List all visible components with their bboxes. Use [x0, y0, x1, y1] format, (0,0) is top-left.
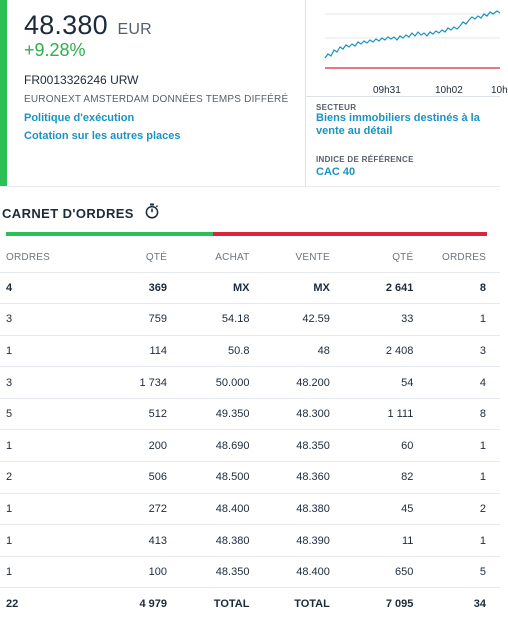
col-header-buy-qty: QTÉ — [62, 244, 167, 272]
cell-buy-price: MX — [167, 272, 249, 304]
reference-index-label: INDICE DE RÉFÉRENCE — [316, 155, 414, 164]
cell-buy-qty: 369 — [62, 272, 167, 304]
cell-sell-qty: 1 111 — [330, 398, 414, 430]
cell-buy-price: 50.000 — [167, 367, 249, 399]
cell-sell-price: 48.360 — [249, 462, 329, 494]
cell-sell-price: 48.350 — [249, 430, 329, 462]
cell-buy-qty: 200 — [62, 430, 167, 462]
chart-tick-label: 10h02 — [435, 85, 463, 96]
sector-label: SECTEUR — [316, 103, 357, 112]
chart-tick-label: 10h — [491, 85, 508, 96]
panel-divider — [305, 0, 306, 186]
price-line — [325, 11, 500, 58]
table-row — [0, 430, 500, 462]
col-header-buy-orders: ORDRES — [0, 244, 62, 272]
chart-tick-label: 09h31 — [373, 85, 401, 96]
isin-code: FR0013326246 URW — [24, 73, 139, 87]
cell-buy-price: 50.8 — [167, 335, 249, 367]
table-row — [0, 462, 500, 494]
cell-buy-price: 48.690 — [167, 430, 249, 462]
market-info: EURONEXT AMSTERDAM DONNÉES TEMPS DIFFÉRÉ — [24, 94, 289, 105]
cell-sell-price: 48.380 — [249, 493, 329, 525]
col-header-sell-orders: ORDRES — [413, 244, 500, 272]
price-currency: EUR — [117, 21, 152, 38]
cell-sell-price: MX — [249, 272, 329, 304]
order-book-table — [0, 244, 500, 620]
totals-row — [0, 588, 500, 620]
cell-buy-price: 48.380 — [167, 525, 249, 557]
table-row — [0, 398, 500, 430]
cell-sell-qty: 54 — [330, 367, 414, 399]
table-row — [0, 367, 500, 399]
price-change: +9.28% — [24, 40, 86, 60]
quote-panel — [0, 0, 508, 186]
cell-buy-orders: 1 — [0, 335, 62, 367]
total-buy-label: TOTAL — [167, 588, 249, 620]
cell-buy-qty: 114 — [62, 335, 167, 367]
cell-sell-orders: 4 — [413, 367, 500, 399]
buy-side-bar — [6, 232, 213, 236]
cell-sell-qty: 2 408 — [330, 335, 414, 367]
cell-buy-qty: 1 734 — [62, 367, 167, 399]
cell-sell-orders: 8 — [413, 398, 500, 430]
order-book-title: CARNET D'ORDRES — [2, 206, 134, 221]
order-book-heading — [2, 204, 159, 223]
cell-sell-orders: 5 — [413, 556, 500, 588]
price-value: 48.380 — [24, 10, 108, 40]
total-sell-orders: 34 — [413, 588, 500, 620]
cell-buy-orders: 1 — [0, 493, 62, 525]
cell-buy-qty: 272 — [62, 493, 167, 525]
total-buy-qty: 4 979 — [62, 588, 167, 620]
cell-sell-price: 48.200 — [249, 367, 329, 399]
cell-buy-orders: 4 — [0, 272, 62, 304]
cell-sell-orders: 2 — [413, 493, 500, 525]
cell-sell-qty: 650 — [330, 556, 414, 588]
cell-buy-price: 48.400 — [167, 493, 249, 525]
cell-sell-orders: 1 — [413, 525, 500, 557]
cell-sell-orders: 1 — [413, 462, 500, 494]
cell-buy-orders: 1 — [0, 430, 62, 462]
cell-buy-price: 48.500 — [167, 462, 249, 494]
cell-sell-qty: 11 — [330, 525, 414, 557]
cell-buy-qty: 512 — [62, 398, 167, 430]
order-book-header-row — [0, 244, 500, 272]
cell-sell-price: 48 — [249, 335, 329, 367]
sector-link[interactable]: Biens immobiliers destinés à la vente au détail — [316, 112, 480, 137]
sidebar-separator — [306, 96, 500, 97]
cell-buy-orders: 5 — [0, 398, 62, 430]
status-accent-bar — [0, 0, 7, 186]
cell-sell-price: 48.300 — [249, 398, 329, 430]
table-row — [0, 304, 500, 336]
execution-policy-link[interactable]: Politique d'exécution — [24, 112, 135, 124]
cell-sell-qty: 45 — [330, 493, 414, 525]
cell-buy-orders: 2 — [0, 462, 62, 494]
cell-buy-price: 48.350 — [167, 556, 249, 588]
total-sell-label: TOTAL — [249, 588, 329, 620]
cell-buy-orders: 3 — [0, 304, 62, 336]
stopwatch-icon[interactable] — [145, 203, 159, 222]
cell-sell-price: 48.400 — [249, 556, 329, 588]
cell-buy-orders: 1 — [0, 556, 62, 588]
cell-sell-orders: 1 — [413, 304, 500, 336]
other-markets-link[interactable]: Cotation sur les autres places — [24, 130, 181, 142]
cell-buy-orders: 3 — [0, 367, 62, 399]
reference-index-link[interactable]: CAC 40 — [316, 166, 356, 178]
cell-sell-qty: 33 — [330, 304, 414, 336]
cell-buy-price: 49.350 — [167, 398, 249, 430]
cell-sell-orders: 1 — [413, 430, 500, 462]
cell-sell-orders: 8 — [413, 272, 500, 304]
table-row — [0, 525, 500, 557]
table-row — [0, 493, 500, 525]
table-row — [0, 556, 500, 588]
intraday-mini-chart[interactable] — [325, 0, 500, 82]
cell-buy-qty: 100 — [62, 556, 167, 588]
cell-buy-orders: 1 — [0, 525, 62, 557]
panel-bottom-border — [0, 186, 500, 187]
cell-sell-qty: 2 641 — [330, 272, 414, 304]
total-buy-orders: 22 — [0, 588, 62, 620]
col-header-sell-qty: QTÉ — [330, 244, 414, 272]
cell-sell-orders: 3 — [413, 335, 500, 367]
cell-sell-price: 48.390 — [249, 525, 329, 557]
table-row — [0, 272, 500, 304]
cell-sell-qty: 82 — [330, 462, 414, 494]
table-row — [0, 335, 500, 367]
cell-buy-qty: 413 — [62, 525, 167, 557]
col-header-buy-price: ACHAT — [167, 244, 249, 272]
last-price — [24, 10, 152, 41]
col-header-sell-price: VENTE — [249, 244, 329, 272]
cell-sell-qty: 60 — [330, 430, 414, 462]
total-sell-qty: 7 095 — [330, 588, 414, 620]
cell-buy-qty: 506 — [62, 462, 167, 494]
mini-chart-svg — [325, 0, 500, 82]
cell-buy-qty: 759 — [62, 304, 167, 336]
cell-sell-price: 42.59 — [249, 304, 329, 336]
sell-side-bar — [213, 232, 487, 236]
cell-buy-price: 54.18 — [167, 304, 249, 336]
